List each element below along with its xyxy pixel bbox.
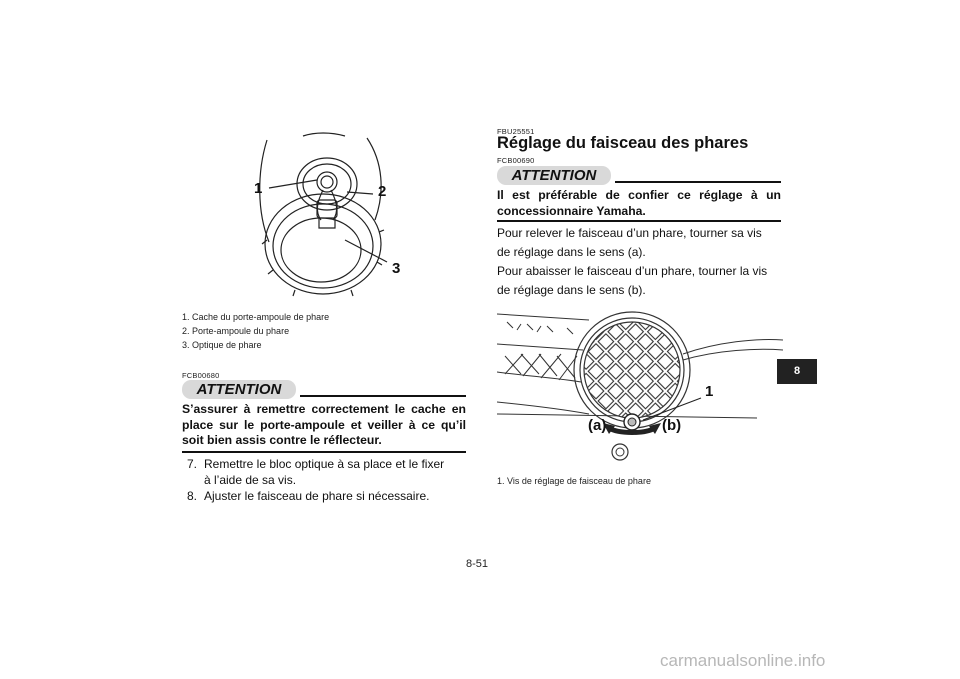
- attention-code-left: FCB00680: [182, 371, 220, 380]
- attention-text-left: S’assurer à remettre correctement le cache en place sur le porte-ampoule et veiller à ce qu’il soit bien assis contre le réflecteur.: [182, 402, 466, 447]
- section-heading: Réglage du faisceau des phares: [497, 134, 749, 152]
- step-8: [187, 489, 467, 505]
- attention-bottom-rule-right: [497, 220, 781, 222]
- attention-text-right: Il est préférable de confier ce réglage à un concessionnaire Yamaha.: [497, 188, 781, 218]
- headlight-bulb-holder-figure: [255, 132, 405, 307]
- step-7-number: 7.: [187, 457, 198, 471]
- attention-bottom-rule-left: [182, 451, 466, 453]
- section-code: FBU25551: [497, 127, 535, 136]
- step-8-line-1: Ajuster le faisceau de phare si nécessaire.: [204, 489, 430, 503]
- watermark: carmanualsonline.info: [660, 651, 826, 670]
- figure-caption-right: 1. Vis de réglage de faisceau de phare: [497, 476, 651, 486]
- page-number: 8-51: [466, 558, 489, 570]
- step-7-line-2: à l’aide de sa vis.: [204, 472, 297, 487]
- figure-label-callout-1: 1: [705, 383, 714, 400]
- caption-item-1: 1. Cache du porte-ampoule de phare: [182, 312, 330, 322]
- step-7: [187, 457, 467, 489]
- instruction-paragraph-lower: [497, 262, 787, 300]
- attention-header-left: [182, 380, 466, 400]
- figure-label-direction-b: (b): [662, 417, 682, 434]
- step-8-number: 8.: [187, 489, 198, 503]
- callout-1: 1: [254, 180, 263, 197]
- caption-item-3: 3. Optique de phare: [182, 340, 262, 350]
- lower-line-1: Pour abaisser le faisceau d’un phare, tourner la vis: [497, 264, 768, 278]
- attention-header-right: [497, 166, 781, 186]
- beam-adjustment-figure: [497, 302, 783, 467]
- caption-item-2: 2. Porte-ampoule du phare: [182, 326, 290, 336]
- instruction-paragraph-raise: [497, 224, 787, 262]
- callout-2: 2: [378, 183, 387, 200]
- attention-label-left: ATTENTION: [182, 380, 296, 399]
- figure-caption-left: [182, 310, 329, 352]
- attention-code-right: FCB00690: [497, 156, 535, 165]
- step-7-line-1: Remettre le bloc optique à sa place et le fixer: [204, 457, 445, 471]
- figure-label-direction-a: (a): [588, 417, 607, 434]
- callout-3: 3: [392, 260, 401, 277]
- raise-line-1: Pour relever le faisceau d’un phare, tourner sa vis: [497, 226, 762, 240]
- raise-line-2: de réglage dans le sens (a).: [497, 245, 646, 259]
- lower-line-2: de réglage dans le sens (b).: [497, 283, 646, 297]
- attention-label-right: ATTENTION: [497, 166, 611, 185]
- attention-rule-right: [615, 181, 781, 183]
- chapter-tab: 8: [777, 359, 817, 384]
- attention-rule-left: [300, 395, 466, 397]
